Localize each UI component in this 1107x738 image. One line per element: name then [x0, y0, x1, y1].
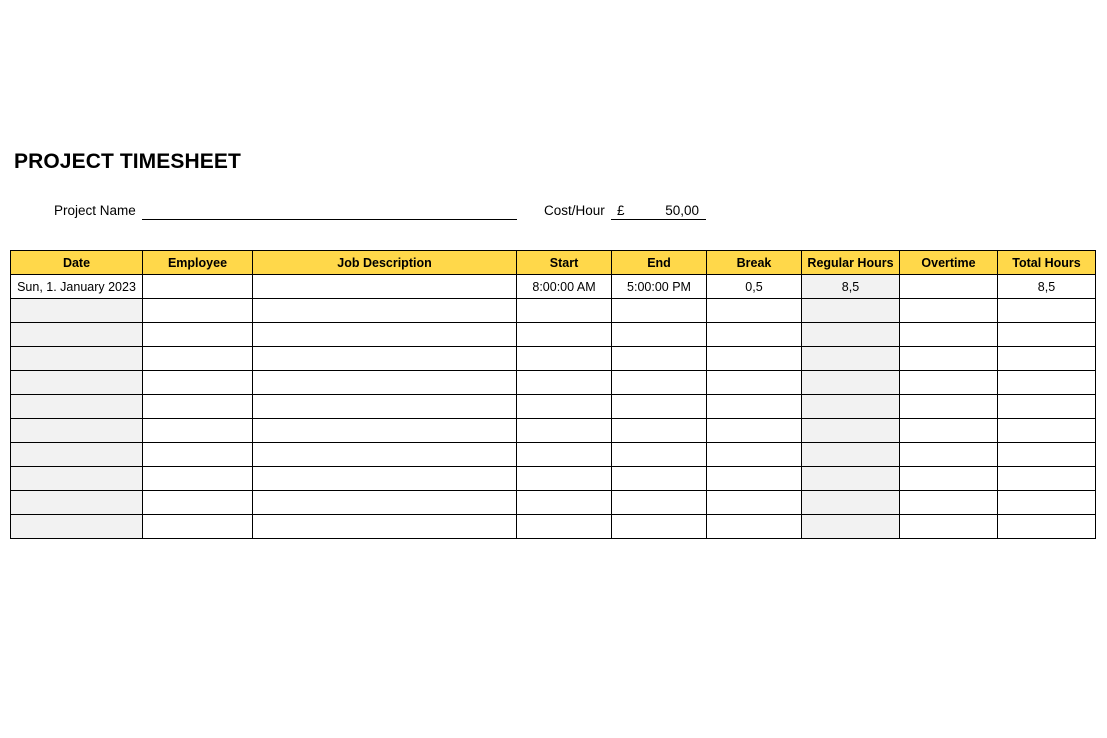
table-row [11, 491, 1096, 515]
cell-start[interactable] [517, 347, 612, 371]
cell-end[interactable] [612, 515, 707, 539]
cell-regular-hours[interactable] [802, 443, 900, 467]
cell-date[interactable] [11, 371, 143, 395]
cell-date[interactable] [11, 299, 143, 323]
cell-date[interactable] [11, 323, 143, 347]
timesheet-table [10, 250, 1096, 539]
cell-break[interactable] [707, 491, 802, 515]
table-row [11, 395, 1096, 419]
cell-end[interactable] [612, 371, 707, 395]
table-row [11, 299, 1096, 323]
column-header-end[interactable]: End [612, 251, 707, 275]
cell-total-hours[interactable] [998, 419, 1096, 443]
cell-total-hours[interactable] [998, 323, 1096, 347]
column-header-start[interactable]: Start [517, 251, 612, 275]
cell-date[interactable] [11, 491, 143, 515]
column-header-employee[interactable]: Employee [143, 251, 253, 275]
cell-overtime[interactable] [900, 275, 998, 299]
table-row [11, 347, 1096, 371]
currency-symbol: £ [617, 203, 625, 218]
cell-break[interactable] [707, 371, 802, 395]
cell-end[interactable] [612, 323, 707, 347]
cell-overtime[interactable] [900, 491, 998, 515]
header-row [11, 251, 1096, 275]
cell-total-hours[interactable] [998, 515, 1096, 539]
cell-start[interactable] [517, 467, 612, 491]
cell-job-description[interactable] [253, 323, 517, 347]
cell-break[interactable] [707, 299, 802, 323]
cell-start[interactable] [517, 419, 612, 443]
cell-employee[interactable] [143, 491, 253, 515]
cell-total-hours[interactable] [998, 371, 1096, 395]
cell-regular-hours[interactable] [802, 323, 900, 347]
cell-start[interactable] [517, 371, 612, 395]
cell-job-description[interactable] [253, 371, 517, 395]
cell-job-description[interactable] [253, 299, 517, 323]
column-header-date[interactable]: Date [11, 251, 143, 275]
cell-employee[interactable] [143, 323, 253, 347]
cell-start[interactable] [517, 395, 612, 419]
cell-overtime[interactable] [900, 347, 998, 371]
cell-overtime[interactable] [900, 467, 998, 491]
cell-date[interactable] [11, 443, 143, 467]
cell-break[interactable] [707, 419, 802, 443]
cell-employee[interactable] [143, 275, 253, 299]
column-header-regular-hours[interactable]: Regular Hours [802, 251, 900, 275]
column-header-break[interactable]: Break [707, 251, 802, 275]
cell-overtime[interactable] [900, 443, 998, 467]
table-row [11, 275, 1096, 299]
column-header-job-description[interactable]: Job Description [253, 251, 517, 275]
cell-overtime[interactable] [900, 371, 998, 395]
cell-total-hours[interactable] [998, 467, 1096, 491]
cell-total-hours[interactable]: 8,5 [998, 275, 1096, 299]
cell-job-description[interactable] [253, 275, 517, 299]
cell-end[interactable] [612, 443, 707, 467]
cell-break[interactable] [707, 347, 802, 371]
cell-date[interactable] [11, 395, 143, 419]
project-name-label: Project Name [54, 203, 136, 218]
cell-job-description[interactable] [253, 515, 517, 539]
cell-break[interactable] [707, 515, 802, 539]
cell-employee[interactable] [143, 299, 253, 323]
cell-end[interactable] [612, 347, 707, 371]
cell-end[interactable] [612, 299, 707, 323]
cell-end[interactable] [612, 491, 707, 515]
table-row [11, 419, 1096, 443]
cell-total-hours[interactable] [998, 347, 1096, 371]
cell-job-description[interactable] [253, 467, 517, 491]
cell-employee[interactable] [143, 347, 253, 371]
cell-regular-hours[interactable]: 8,5 [802, 275, 900, 299]
cell-regular-hours[interactable] [802, 395, 900, 419]
cell-break[interactable]: 0,5 [707, 275, 802, 299]
cell-total-hours[interactable] [998, 395, 1096, 419]
cell-start[interactable] [517, 443, 612, 467]
cell-start[interactable] [517, 491, 612, 515]
cell-overtime[interactable] [900, 395, 998, 419]
cell-regular-hours[interactable] [802, 347, 900, 371]
cell-job-description[interactable] [253, 395, 517, 419]
cell-regular-hours[interactable] [802, 515, 900, 539]
cell-start[interactable]: 8:00:00 AM [517, 275, 612, 299]
cell-date[interactable] [11, 419, 143, 443]
cell-end[interactable]: 5:00:00 PM [612, 275, 707, 299]
cell-employee[interactable] [143, 515, 253, 539]
cell-employee[interactable] [143, 443, 253, 467]
cell-date[interactable] [11, 347, 143, 371]
cell-job-description[interactable] [253, 491, 517, 515]
cell-total-hours[interactable] [998, 443, 1096, 467]
cell-break[interactable] [707, 443, 802, 467]
column-header-total-hours[interactable]: Total Hours [998, 251, 1096, 275]
cell-break[interactable] [707, 323, 802, 347]
cell-start[interactable] [517, 515, 612, 539]
cell-date[interactable] [11, 515, 143, 539]
cell-total-hours[interactable] [998, 299, 1096, 323]
column-header-overtime[interactable]: Overtime [900, 251, 998, 275]
cell-overtime[interactable] [900, 299, 998, 323]
cell-total-hours[interactable] [998, 491, 1096, 515]
cell-regular-hours[interactable] [802, 299, 900, 323]
cell-break[interactable] [707, 395, 802, 419]
cell-overtime[interactable] [900, 323, 998, 347]
cell-start[interactable] [517, 323, 612, 347]
cell-overtime[interactable] [900, 419, 998, 443]
cell-employee[interactable] [143, 371, 253, 395]
cell-job-description[interactable] [253, 443, 517, 467]
cell-employee[interactable] [143, 419, 253, 443]
project-name-field[interactable] [142, 219, 517, 220]
cost-hour-value: 50,00 [665, 203, 699, 218]
cell-regular-hours[interactable] [802, 467, 900, 491]
cell-end[interactable] [612, 395, 707, 419]
cell-job-description[interactable] [253, 419, 517, 443]
cell-regular-hours[interactable] [802, 491, 900, 515]
table-row [11, 467, 1096, 491]
cell-start[interactable] [517, 299, 612, 323]
table-body [11, 275, 1096, 539]
table-row [11, 443, 1096, 467]
page-title: PROJECT TIMESHEET [14, 150, 241, 173]
cell-employee[interactable] [143, 395, 253, 419]
cell-employee[interactable] [143, 467, 253, 491]
cell-overtime[interactable] [900, 515, 998, 539]
cost-hour-label: Cost/Hour [544, 203, 605, 218]
cell-date[interactable]: Sun, 1. January 2023 [11, 275, 143, 299]
cell-date[interactable] [11, 467, 143, 491]
table-row [11, 371, 1096, 395]
cell-regular-hours[interactable] [802, 371, 900, 395]
cell-job-description[interactable] [253, 347, 517, 371]
cost-hour-field[interactable] [611, 203, 706, 220]
table-row [11, 515, 1096, 539]
cell-break[interactable] [707, 467, 802, 491]
cell-end[interactable] [612, 419, 707, 443]
table-row [11, 323, 1096, 347]
cell-regular-hours[interactable] [802, 419, 900, 443]
cell-end[interactable] [612, 467, 707, 491]
